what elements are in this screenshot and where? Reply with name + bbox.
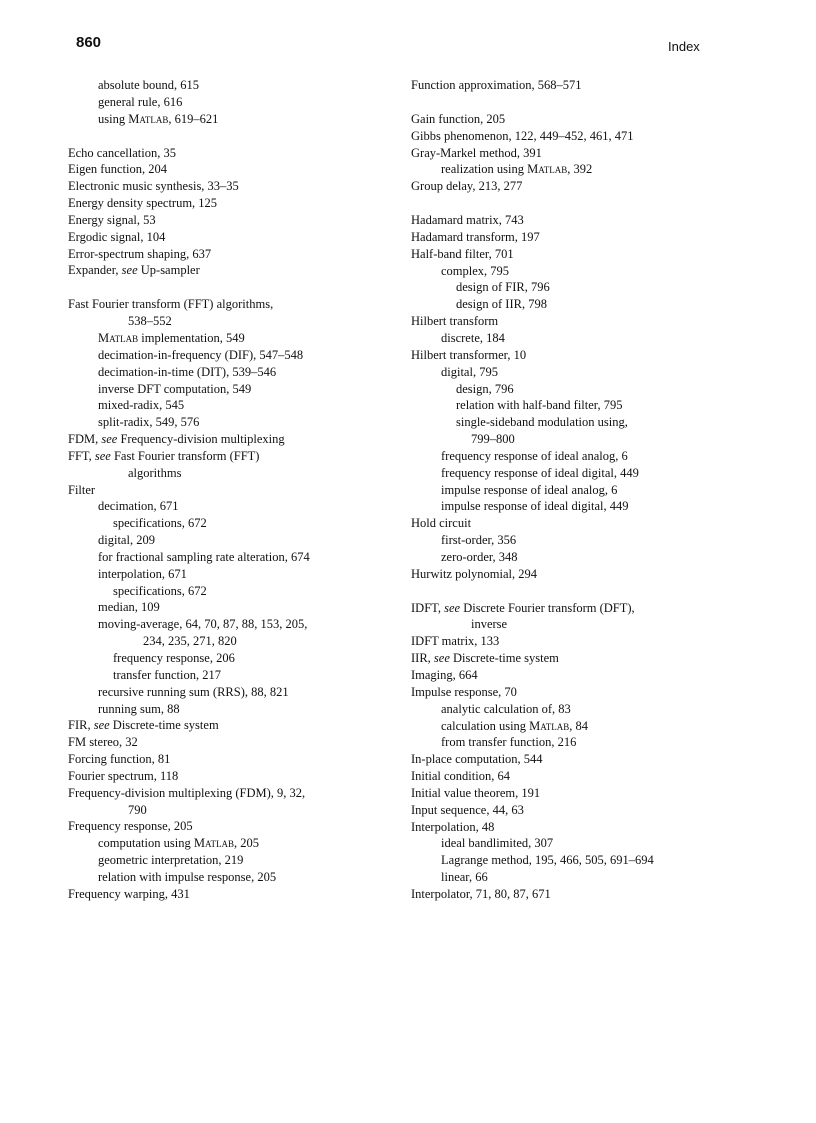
index-entry: Fourier spectrum, 118 xyxy=(68,768,179,783)
entry-spacer xyxy=(411,195,731,212)
index-subentry: frequency response, 206 xyxy=(113,651,235,665)
index-subentry: discrete, 184 xyxy=(441,330,505,345)
index-entry: IIR, see Discrete-time system xyxy=(411,651,559,666)
index-entry: inverse xyxy=(471,617,508,632)
index-entry: Frequency warping, 431 xyxy=(68,886,190,901)
index-subentry: decimation-in-frequency (DIF), 547–548 xyxy=(98,347,304,362)
index-subentry: median, 109 xyxy=(98,600,160,615)
index-entry: Expander, see Up-sampler xyxy=(68,263,200,278)
index-entry: IDFT, see Discrete Fourier transform (DFT), xyxy=(411,600,635,615)
index-subentry: running sum, 88 xyxy=(98,701,180,716)
entry-spacer xyxy=(411,583,731,600)
index-entry: 790 xyxy=(128,802,147,817)
index-subentry: complex, 795 xyxy=(441,263,510,278)
page-number: 860 xyxy=(76,34,102,51)
index-entry: Function approximation, 568–571 xyxy=(411,78,582,92)
index-entry: Gray-Markel method, 391 xyxy=(411,145,542,160)
index-entry: Error-spectrum shaping, 637 xyxy=(68,246,212,261)
index-entry: algorithms xyxy=(128,465,182,480)
index-subentry: first-order, 356 xyxy=(441,533,517,548)
index-entry: Hold circuit xyxy=(411,516,472,531)
index-subentry: analytic calculation of, 83 xyxy=(441,701,571,716)
index-subentry: moving-average, 64, 70, 87, 88, 153, 205, xyxy=(98,617,308,632)
index-subentry: digital, 795 xyxy=(441,364,498,379)
index-subentry: using Matlab, 619–621 xyxy=(98,111,219,126)
index-subentry: linear, 66 xyxy=(441,870,488,885)
index-entry: Frequency response, 205 xyxy=(68,819,193,834)
index-subentry: inverse DFT computation, 549 xyxy=(98,381,252,396)
index-subentry: computation using Matlab, 205 xyxy=(98,836,259,851)
index-subentry: general rule, 616 xyxy=(98,94,183,109)
index-entry: Forcing function, 81 xyxy=(68,752,171,767)
index-entry: Energy signal, 53 xyxy=(68,212,156,227)
index-subentry: 234, 235, 271, 820 xyxy=(143,634,237,649)
index-entry: FIR, see Discrete-time system xyxy=(68,718,219,733)
index-column-left xyxy=(68,77,398,903)
index-entry: Initial value theorem, 191 xyxy=(411,785,541,800)
index-column-right xyxy=(411,77,731,903)
index-entry: Initial condition, 64 xyxy=(411,769,510,784)
index-entry: Hilbert transform xyxy=(411,314,499,329)
index-entry: Gain function, 205 xyxy=(411,111,506,126)
entry-spacer xyxy=(411,94,731,111)
index-subentry: split-radix, 549, 576 xyxy=(98,415,200,430)
index-entry: Filter xyxy=(68,482,96,497)
index-entry: FFT, see Fast Fourier transform (FFT) xyxy=(68,448,260,463)
index-subentry: design, 796 xyxy=(456,381,514,396)
index-entry: 538–552 xyxy=(128,314,172,329)
index-entry: In-place computation, 544 xyxy=(411,752,543,767)
index-subentry: geometric interpretation, 219 xyxy=(98,853,244,868)
index-subentry: specifications, 672 xyxy=(113,516,207,531)
index-subentry: calculation using Matlab, 84 xyxy=(441,718,589,733)
index-subentry: frequency response of ideal digital, 449 xyxy=(441,465,639,480)
index-subentry: mixed-radix, 545 xyxy=(98,398,185,413)
index-entry: Energy density spectrum, 125 xyxy=(68,196,218,211)
index-subentry: specifications, 672 xyxy=(113,583,207,598)
index-subentry: decimation, 671 xyxy=(98,499,179,514)
index-subentry: relation with half-band filter, 795 xyxy=(456,398,623,413)
index-subentry: design of FIR, 796 xyxy=(456,280,550,295)
index-subentry: design of IIR, 798 xyxy=(456,297,547,312)
index-entry: Hadamard matrix, 743 xyxy=(411,213,524,228)
index-subentry: absolute bound, 615 xyxy=(98,78,200,92)
index-entry: IDFT matrix, 133 xyxy=(411,634,500,649)
index-subentry: single-sideband modulation using, xyxy=(456,415,628,430)
index-subentry: from transfer function, 216 xyxy=(441,735,577,750)
index-entry: Impulse response, 70 xyxy=(411,684,517,699)
index-entry: Hurwitz polynomial, 294 xyxy=(411,566,538,581)
index-subentry: Matlab implementation, 549 xyxy=(98,330,245,345)
index-subentry: transfer function, 217 xyxy=(113,667,221,682)
index-entry: Echo cancellation, 35 xyxy=(68,145,176,160)
index-entry: Frequency-division multiplexing (FDM), 9, 32, xyxy=(68,785,306,800)
index-entry: Gibbs phenomenon, 122, 449–452, 461, 471 xyxy=(411,128,634,143)
index-subentry: recursive running sum (RRS), 88, 821 xyxy=(98,684,289,699)
index-subentry: interpolation, 671 xyxy=(98,566,187,581)
index-entry: Half-band filter, 701 xyxy=(411,246,514,261)
index-entry: Group delay, 213, 277 xyxy=(411,179,523,194)
index-entry: Eigen function, 204 xyxy=(68,162,167,177)
index-subentry: digital, 209 xyxy=(98,533,155,548)
index-entry: Ergodic signal, 104 xyxy=(68,229,166,244)
entry-spacer xyxy=(68,279,398,296)
index-entry: Hadamard transform, 197 xyxy=(411,229,540,244)
index-subentry: Lagrange method, 195, 466, 505, 691–694 xyxy=(441,853,654,868)
index-entry: FDM, see Frequency-division multiplexing xyxy=(68,432,285,447)
index-subentry: impulse response of ideal analog, 6 xyxy=(441,482,618,497)
index-subentry: ideal bandlimited, 307 xyxy=(441,836,554,851)
index-entry: Input sequence, 44, 63 xyxy=(411,802,524,817)
index-entry: Fast Fourier transform (FFT) algorithms, xyxy=(68,297,274,312)
index-subentry: zero-order, 348 xyxy=(441,549,518,564)
running-head: Index xyxy=(668,39,700,54)
index-subentry: decimation-in-time (DIT), 539–546 xyxy=(98,364,277,379)
index-subentry: frequency response of ideal analog, 6 xyxy=(441,448,628,463)
index-entry: Imaging, 664 xyxy=(411,668,478,682)
index-subentry: relation with impulse response, 205 xyxy=(98,869,277,884)
index-subentry: 799–800 xyxy=(471,432,515,447)
index-subentry: realization using Matlab, 392 xyxy=(441,162,593,177)
index-subentry: for fractional sampling rate alteration, 674 xyxy=(98,549,310,564)
entry-spacer xyxy=(68,128,398,145)
index-subentry: impulse response of ideal digital, 449 xyxy=(441,499,629,514)
index-entry: Electronic music synthesis, 33–35 xyxy=(68,179,239,194)
index-entry: FM stereo, 32 xyxy=(68,735,138,750)
index-entry: Interpolator, 71, 80, 87, 671 xyxy=(411,886,551,901)
index-entry: Hilbert transformer, 10 xyxy=(411,347,527,362)
index-entry: Interpolation, 48 xyxy=(411,819,495,834)
